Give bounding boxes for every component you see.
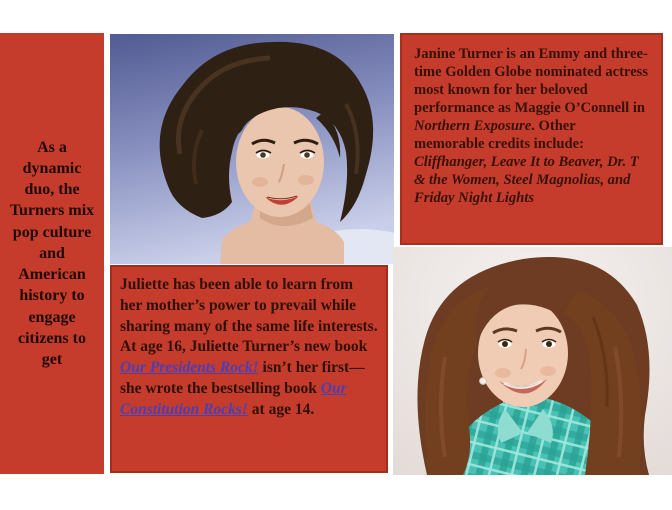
janine-bio-seg1: Northern Exposure — [414, 117, 532, 134]
janine-bio-seg0: Janine Turner is an Emmy and three-time Golden Globe nominated actress most known for her beloved performance as Maggie O’Connell in — [414, 46, 649, 116]
our-presidents-rock-link[interactable]: Our Presidents Rock! — [120, 359, 259, 377]
janine-photo-graphic — [110, 34, 394, 264]
juliette-bio-textbox — [110, 265, 388, 473]
our-constitution-rocks-link[interactable]: Our Constitution Rocks! — [120, 379, 347, 418]
juliette-bio-text — [120, 275, 378, 420]
intro-text: As a dynamic duo, the Turners mix pop culture and American history to engage citizens to get — [9, 138, 95, 369]
juliette-bio-seg2: isn’t her first—she wrote the bestselling book — [120, 359, 365, 397]
intro-panel — [0, 33, 104, 474]
janine-bio-seg3: Cliffhanger, Leave It to Beaver, Dr. T & the Women, Steel Magnolias, and Friday Night Lights — [414, 153, 639, 206]
juliette-photo — [393, 247, 672, 475]
janine-bio-textbox — [400, 33, 663, 245]
janine-bio-text — [414, 46, 649, 207]
juliette-bio-seg0: Juliette has been able to learn from her mother’s power to prevail while sharing many of the same life interests. At age 16, Juliette Turner’s new book — [120, 276, 378, 356]
janine-bio-seg2: . Other memorable credits include: — [414, 117, 584, 152]
janine-photo — [110, 34, 394, 264]
juliette-bio-seg4: at age 14. — [247, 400, 315, 418]
juliette-photo-graphic — [393, 247, 672, 475]
